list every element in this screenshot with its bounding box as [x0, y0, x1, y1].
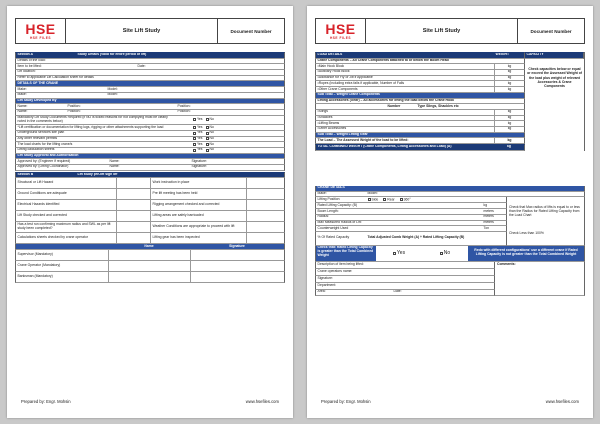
no-checkbox-icon[interactable]	[206, 126, 209, 129]
crane-component-row: • Auxiliary Hook Block kg	[315, 70, 525, 76]
hse-logo: HSE HSE FILES	[16, 19, 66, 43]
crane-details-header: DETAILS OF THE CRANE	[15, 81, 285, 87]
document-number-label: Document Number	[530, 28, 572, 34]
document-title: Site Lift Study	[66, 19, 218, 43]
yes-checkbox-icon[interactable]	[193, 132, 196, 135]
sign-header: Name Signature	[15, 244, 285, 250]
total-combined-weight: TOTAL COMBINED WEIGHT (Crane Components, Lifting Accessories and Load) (A) kg	[315, 144, 525, 151]
lifting-accessory-row: • Lifting Beams kg	[315, 121, 525, 127]
detail-row: Item to be lifted: Date:	[15, 64, 285, 70]
operator-row: Signature:	[315, 276, 495, 283]
operator-row: Department:	[315, 283, 495, 290]
document-header	[315, 18, 585, 44]
signoff-row: Lift Study checked and corrected Lifting areas are safely barricaded	[15, 211, 285, 222]
yes-checkbox-icon[interactable]	[193, 118, 196, 121]
document-check-row: Any other relevant permits Yes No	[15, 137, 285, 143]
document-page-1	[7, 6, 293, 418]
signoff-row: Ground Conditions are adequate Pre lift meeting has been held	[15, 189, 285, 200]
checkbox-icon[interactable]	[400, 198, 403, 201]
lifting-accessory-row: • Other Accessories kg	[315, 127, 525, 133]
signoff-row: Structural or Lift Hazard Work instruction in place	[15, 178, 285, 189]
developer-row: Name: Position: Position:	[15, 110, 285, 116]
yes-checkbox-icon[interactable]	[193, 126, 196, 129]
subtotal-crane: Sub Total – Weight Crane Components	[315, 93, 525, 99]
signoff-row: Electrical Hazards identified Rigging arrangement checked and corrected	[15, 200, 285, 211]
crane-component-row: • Main Hook Block kg	[315, 64, 525, 70]
no-checkbox-icon[interactable]	[206, 137, 209, 140]
signature-row: Supervisor (Mandatory)	[15, 250, 285, 261]
crane-component-row: • Other Crane Components kg	[315, 87, 525, 93]
yes-checkbox-icon[interactable]	[393, 252, 396, 255]
signoff-row: Calculations sheets checked by crane operator Lifting gear has been inspected	[15, 233, 285, 244]
hse-logo: HSE HSE FILES	[316, 19, 366, 43]
crane-component-row: • Allowance for Fly or Jib if Applicable kg	[315, 76, 525, 82]
capacity-column: CAPACITY Check capacities below or equal or exceed the Assessed Weight of the load plus weight of relevant Accessories & Crane Components	[525, 52, 585, 151]
yes-checkbox-icon[interactable]	[193, 137, 196, 140]
yes-checkbox-icon[interactable]	[193, 143, 196, 146]
comments-box[interactable]: Comments:	[495, 262, 585, 296]
document-number-label: Document Number	[230, 28, 272, 34]
signoff-row: Has a test run confirming maximum radius and SWL as per lift study been completed? Weather Conditions are appropriate to proceed with lift	[15, 222, 285, 233]
lifting-accessory-row: • Shackles kg	[315, 116, 525, 122]
load-details: LOAD DETAILS WEIGHT Crane Components – All Crane Components attached to or below the Boom Head • Main Hook Block kg • Auxiliary Hook Block kg • Allowance for Fly or Jib if Applicable kg • Ropes (including extra falls if applicable, Number of Falls kg • Other Crane Components kg Sub Total – Weight Crane Components Lifting Accessories (Gear) – All accessories for lifting the load below the Crane Hook Number Type Slings, Shackles etc • Slings kg • Shackles kg • Lifting Beams kg • Other Accessories kg Sub Total – Weight Lifting Gear The Load – The Assessed Weight of the load to be lifted: kg TOTAL COMBINED WEIGHT (Crane Components, Lifting Accessories and Load) (A) kg CAPACITY Check capacities below or equal or exceed the Assessed Weight of the load plus weight of relevant Accessories & Crane Components	[315, 52, 585, 151]
document-check-row: *Lift certification or documentation for lifting lugs, rigging or other attachments supporting the load Yes No	[15, 125, 285, 131]
checkbox-icon[interactable]	[383, 198, 386, 201]
no-checkbox-icon[interactable]	[206, 118, 209, 121]
approval-row: Approved by: (Engineer if required) Name: Signature:	[15, 159, 285, 165]
document-check-row: Underground services site plan Yes No	[15, 131, 285, 137]
developer-row: Name: Position: Position:	[15, 104, 285, 110]
document-page-2	[307, 6, 593, 418]
crane-spec-row: Radius: meters	[315, 215, 507, 221]
crane-spec-row: Boom Length: meters	[315, 209, 507, 215]
signature-row: Crane Operator (Mandatory)	[15, 261, 285, 272]
load-details-header: LOAD DETAILS WEIGHT	[315, 52, 525, 59]
lifting-position-options[interactable]: Side Rear 360°	[366, 197, 506, 202]
developed-by-header: Lift Study Developed By	[15, 99, 285, 105]
section-a-header: Section A Study Details (Valid for entire period of lift)	[15, 52, 285, 59]
crane-spec-row: Max Measured Radius of Lift: meters	[315, 221, 507, 227]
section-b-header: Section B Lift study pre-lift sign off	[15, 172, 285, 179]
approval-header: Lift Study Approval and Authorisation	[15, 154, 285, 160]
no-checkbox-icon[interactable]	[440, 252, 443, 255]
document-check-row: Mandatory Lift Study Documents Required (if NO is ticked reasons for not complying must be clearly noted in the comments below) Yes No	[15, 116, 285, 126]
no-checkbox-icon[interactable]	[206, 143, 209, 146]
crane-spec-row: Counterweight Used Ton	[315, 226, 507, 232]
footer: Prepared by: Engr. Mohsin www.hsefiles.com	[321, 399, 579, 404]
document-check-row: The load charts for the lifting crane/s Yes No	[15, 142, 285, 148]
signature-row: Banksman (Mandatory)	[15, 272, 285, 283]
yes-checkbox-icon[interactable]	[193, 149, 196, 152]
crane-row: Make: Model:	[15, 93, 285, 99]
crane-component-row: • Ropes (including extra falls if applicable, Number of Falls kg	[315, 81, 525, 87]
no-checkbox-icon[interactable]	[206, 132, 209, 135]
detail-row: Refer to applicable Lift Calculation sheet for details	[15, 76, 285, 82]
footer: Prepared by: Engr. Mohsin www.hsefiles.com	[21, 399, 279, 404]
document-title: Site Lift Study	[366, 19, 518, 43]
no-checkbox-icon[interactable]	[206, 149, 209, 152]
operator-row: Crane operators name:	[315, 269, 495, 276]
section-a	[15, 52, 285, 283]
crane-row: Make: Model:	[15, 87, 285, 93]
checkbox-icon[interactable]	[368, 198, 371, 201]
detail-row: Details of the load:	[15, 59, 285, 65]
crane-details: CRANE DETAILS Make: Model: Lifting Position Side Rear 360° Rated Lifting Capacity: (B) kg Boom Length: meters Radius: meters Max Measured Radius of Lift: meters Counterweight Used Ton % Of Rated Capacity Total Adjusted Comb Weight (A) ÷ Rated Lifting Capacity (B) Check that Max radius of lifts is equal to or less than the Radius for Rated Lifting Capacity from the Load Chart Check Less than 100% Check that: Rated Lifting Capacity is greater than the Total Combined Weight Yes No Redo with different configurations' use a different crane if Rated Lifting Capacity is not greater than the Total Combined Weight Description of item being lifted: Crane operators name: Signature: Department: Area: Date: Comments:	[315, 186, 585, 296]
detail-row: Lift location:	[15, 70, 285, 76]
lifting-accessory-row: • Slings kg	[315, 110, 525, 116]
document-header	[15, 18, 285, 44]
subtotal-gear: Sub Total – Weight Lifting Gear	[315, 133, 525, 139]
document-check-row: Lifting calculation sheets Yes No	[15, 148, 285, 154]
approval-row: Approved by: (Lifting Coordinator) Name: Signature:	[15, 165, 285, 171]
